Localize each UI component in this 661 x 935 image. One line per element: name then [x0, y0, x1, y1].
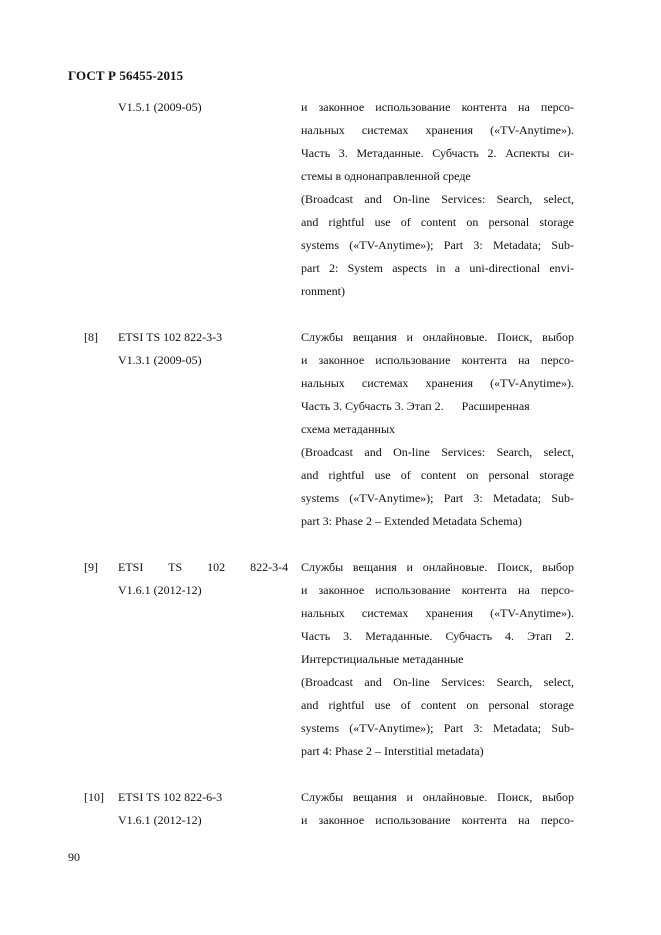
reference-designation [118, 786, 276, 832]
reference-number: [8] [84, 330, 98, 344]
description-line: systems («TV-Anytime»); Part 3: Metadata; Sub- [301, 491, 574, 505]
document-header: ГОСТ Р 56455-2015 [68, 68, 184, 83]
description-line: стемы в однонаправленной среде [301, 169, 471, 183]
description-line: Интерстициальные метаданные [301, 652, 464, 666]
description-line: и законное использование контента на персо- [301, 100, 574, 114]
reference-description [301, 326, 574, 533]
description-line: part 3: Phase 2 – Extended Metadata Schema) [301, 514, 522, 528]
description-line: нальных системах хранения («TV-Anytime»). [301, 376, 574, 390]
description-line: ronment) [301, 284, 345, 298]
description-line: Службы вещания и онлайновые. Поиск, выбор [301, 560, 574, 574]
reference-designation [118, 556, 289, 602]
reference-number: [10] [84, 790, 104, 804]
reference-line: V1.6.1 (2012-12) [118, 583, 202, 597]
description-line: (Broadcast and On-line Services: Search, select, [301, 445, 574, 459]
description-line: (Broadcast and On-line Services: Search, select, [301, 192, 574, 206]
reference-description [301, 96, 574, 303]
reference-number: [9] [84, 560, 98, 574]
description-line: and rightful use of content on personal storage [301, 698, 574, 712]
description-line: systems («TV-Anytime»); Part 3: Metadata; Sub- [301, 721, 574, 735]
description-line: Часть 3. Метаданные. Субчасть 4. Этап 2. [301, 629, 574, 643]
reference-description [301, 556, 574, 763]
description-line: (Broadcast and On-line Services: Search, select, [301, 675, 574, 689]
reference-line: ETSI TS 102 822-6-3 [118, 790, 223, 804]
reference-designation [118, 326, 276, 372]
reference-line: ETSI TS 102 822-3-3 [118, 330, 223, 344]
reference-line: V1.5.1 (2009-05) [118, 100, 202, 114]
description-line: и законное использование контента на персо- [301, 583, 574, 597]
reference-line: V1.3.1 (2009-05) [118, 353, 202, 367]
reference-designation [118, 96, 276, 119]
reference-line: ETSI TS 102 822-3-4 [118, 560, 289, 574]
description-line: Службы вещания и онлайновые. Поиск, выбор [301, 790, 574, 804]
description-line: Часть 3. Субчасть 3. Этап 2. Расширенная [301, 399, 530, 413]
description-line: and rightful use of content on personal storage [301, 215, 574, 229]
description-line: and rightful use of content on personal storage [301, 468, 574, 482]
page-number: 90 [68, 850, 80, 864]
description-line: part 2: System aspects in a uni-directional envi- [301, 261, 574, 275]
reference-description [301, 786, 574, 832]
description-line: Часть 3. Метаданные. Субчасть 2. Аспекты си- [301, 146, 574, 160]
description-line: part 4: Phase 2 – Interstitial metadata) [301, 744, 484, 758]
description-line: схема метаданных [301, 422, 396, 436]
description-line: и законное использование контента на персо- [301, 353, 574, 367]
description-line: нальных системах хранения («TV-Anytime»). [301, 606, 574, 620]
description-line: systems («TV-Anytime»); Part 3: Metadata; Sub- [301, 238, 574, 252]
reference-line: V1.6.1 (2012-12) [118, 813, 202, 827]
description-line: и законное использование контента на персо- [301, 813, 574, 827]
description-line: Службы вещания и онлайновые. Поиск, выбор [301, 330, 574, 344]
description-line: нальных системах хранения («TV-Anytime»). [301, 123, 574, 137]
